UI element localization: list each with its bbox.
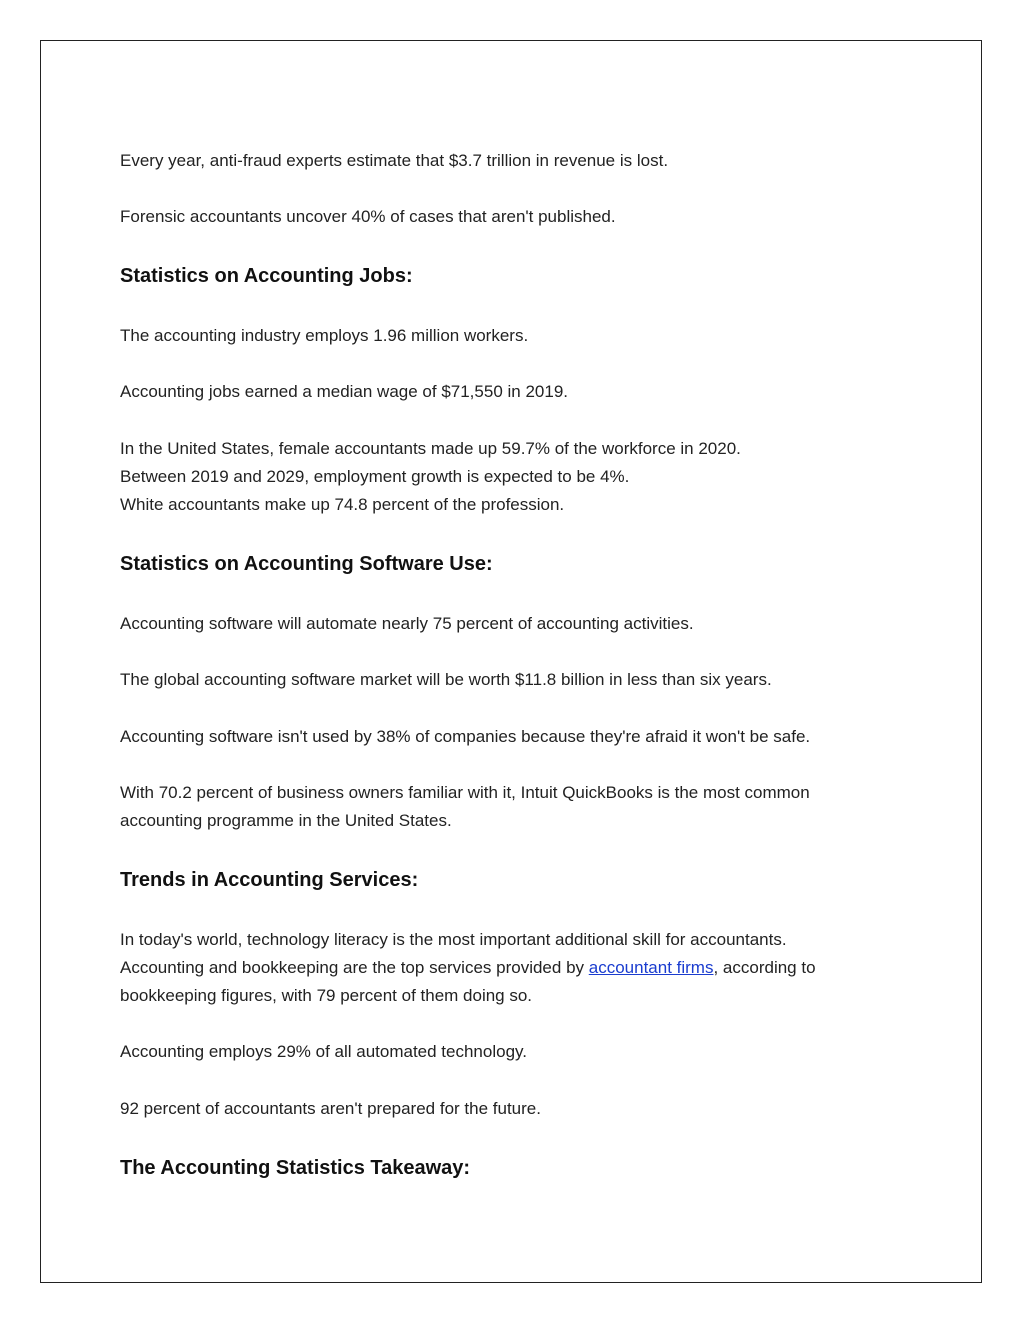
paragraph-software-quickbooks-line1: With 70.2 percent of business owners familiar with it, Intuit QuickBooks is the most common xyxy=(120,783,810,802)
paragraph-software-quickbooks-line2: accounting programme in the United States. xyxy=(120,811,452,830)
paragraph-fraud-revenue: Every year, anti-fraud experts estimate that $3.7 trillion in revenue is lost. xyxy=(120,151,669,170)
paragraph-services-automation: Accounting employs 29% of all automated technology. xyxy=(120,1042,527,1061)
paragraph-jobs-female: In the United States, female accountants made up 59.7% of the workforce in 2020. xyxy=(120,439,741,458)
services-text-post: , according to xyxy=(713,958,816,977)
paragraph-jobs-wage: Accounting jobs earned a median wage of $71,550 in 2019. xyxy=(120,382,568,401)
heading-accounting-jobs: Statistics on Accounting Jobs: xyxy=(120,265,413,287)
paragraph-services-future: 92 percent of accountants aren't prepared for the future. xyxy=(120,1099,541,1118)
paragraph-software-market: The global accounting software market will be worth $11.8 billion in less than six years. xyxy=(120,670,772,689)
heading-takeaway: The Accounting Statistics Takeaway: xyxy=(120,1157,471,1179)
paragraph-software-automate: Accounting software will automate nearly 75 percent of accounting activities. xyxy=(120,614,694,633)
services-text-pre: Accounting and bookkeeping are the top services provided by xyxy=(120,958,589,977)
paragraph-services-bookkeeping: bookkeeping figures, with 79 percent of them doing so. xyxy=(120,986,533,1005)
paragraph-services-literacy: In today's world, technology literacy is the most important additional skill for accountants. xyxy=(120,930,787,949)
heading-software-use: Statistics on Accounting Software Use: xyxy=(120,553,493,575)
paragraph-services-top-services xyxy=(120,954,816,982)
paragraph-software-safety: Accounting software isn't used by 38% of companies because they're afraid it won't be safe. xyxy=(120,727,811,746)
heading-accounting-services: Trends in Accounting Services: xyxy=(120,869,419,891)
accountant-firms-link[interactable]: accountant firms xyxy=(588,958,714,977)
paragraph-jobs-growth: Between 2019 and 2029, employment growth is expected to be 4%. xyxy=(120,467,630,486)
paragraph-forensic: Forensic accountants uncover 40% of cases that aren't published. xyxy=(120,207,616,226)
paragraph-jobs-employment: The accounting industry employs 1.96 million workers. xyxy=(120,326,529,345)
paragraph-jobs-white: White accountants make up 74.8 percent of the profession. xyxy=(120,495,565,514)
